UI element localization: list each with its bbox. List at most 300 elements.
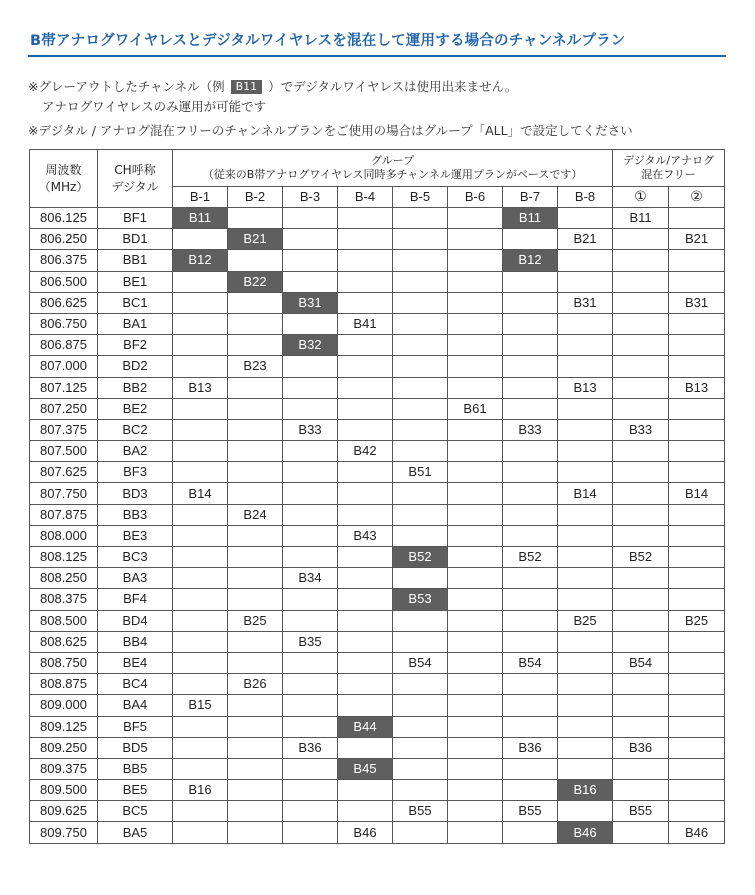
cell-frequency: 807.375 bbox=[30, 419, 98, 440]
cell-group-channel: B52 bbox=[393, 547, 448, 568]
cell-group-channel bbox=[503, 462, 558, 483]
table-row bbox=[30, 292, 725, 313]
cell-frequency: 808.000 bbox=[30, 525, 98, 546]
cell-group-channel bbox=[448, 610, 503, 631]
cell-group-channel bbox=[173, 462, 228, 483]
cell-ch-name: BD5 bbox=[98, 737, 173, 758]
cell-group-channel bbox=[503, 398, 558, 419]
cell-group-channel bbox=[393, 525, 448, 546]
cell-mix-channel bbox=[669, 716, 725, 737]
cell-group-channel bbox=[448, 674, 503, 695]
cell-group-channel bbox=[173, 292, 228, 313]
cell-mix-channel bbox=[613, 674, 669, 695]
cell-group-channel bbox=[283, 822, 338, 843]
cell-group-channel bbox=[448, 462, 503, 483]
cell-group-channel bbox=[283, 377, 338, 398]
header-mix-1: ① bbox=[613, 187, 669, 208]
cell-group-channel bbox=[228, 335, 283, 356]
cell-group-channel bbox=[173, 271, 228, 292]
cell-group-channel bbox=[448, 419, 503, 440]
cell-group-channel bbox=[448, 441, 503, 462]
cell-group-channel bbox=[558, 398, 613, 419]
cell-mix-channel bbox=[669, 313, 725, 334]
cell-group-channel bbox=[228, 441, 283, 462]
header-group-b-4: B-4 bbox=[338, 187, 393, 208]
cell-ch-name: BA4 bbox=[98, 695, 173, 716]
cell-frequency: 807.875 bbox=[30, 504, 98, 525]
cell-mix-channel: B14 bbox=[669, 483, 725, 504]
cell-group-channel bbox=[503, 822, 558, 843]
cell-mix-channel: B52 bbox=[613, 547, 669, 568]
cell-mix-channel bbox=[613, 780, 669, 801]
cell-group-channel bbox=[283, 271, 338, 292]
header-group-label: グループ bbox=[370, 154, 415, 167]
cell-mix-channel: B54 bbox=[613, 652, 669, 673]
cell-ch-name: BC3 bbox=[98, 547, 173, 568]
gray-sample-badge: B11 bbox=[231, 80, 263, 94]
cell-group-channel bbox=[448, 208, 503, 229]
cell-frequency: 809.500 bbox=[30, 780, 98, 801]
header-group-b-6: B-6 bbox=[448, 187, 503, 208]
cell-group-channel bbox=[338, 652, 393, 673]
cell-group-channel bbox=[503, 695, 558, 716]
cell-group-channel: B16 bbox=[173, 780, 228, 801]
cell-group-channel bbox=[448, 801, 503, 822]
cell-ch-name: BA3 bbox=[98, 568, 173, 589]
cell-group-channel bbox=[173, 504, 228, 525]
cell-group-channel bbox=[173, 674, 228, 695]
cell-group-channel bbox=[283, 610, 338, 631]
cell-group-channel bbox=[173, 356, 228, 377]
cell-ch-name: BB3 bbox=[98, 504, 173, 525]
cell-frequency: 809.750 bbox=[30, 822, 98, 843]
table-header-row-1 bbox=[30, 150, 725, 187]
cell-group-channel bbox=[338, 398, 393, 419]
cell-frequency: 806.125 bbox=[30, 208, 98, 229]
cell-mix-channel bbox=[613, 271, 669, 292]
cell-group-channel: B13 bbox=[173, 377, 228, 398]
cell-group-channel bbox=[448, 758, 503, 779]
cell-group-channel bbox=[393, 610, 448, 631]
cell-frequency: 808.750 bbox=[30, 652, 98, 673]
cell-ch-name: BE3 bbox=[98, 525, 173, 546]
cell-group-channel: B33 bbox=[503, 419, 558, 440]
cell-group-channel bbox=[393, 737, 448, 758]
cell-group-channel bbox=[503, 356, 558, 377]
table-row bbox=[30, 568, 725, 589]
cell-group-channel bbox=[558, 737, 613, 758]
cell-mix-channel: B46 bbox=[669, 822, 725, 843]
cell-group-channel bbox=[393, 356, 448, 377]
cell-group-channel: B23 bbox=[228, 356, 283, 377]
cell-mix-channel bbox=[613, 610, 669, 631]
header-group-b-2: B-2 bbox=[228, 187, 283, 208]
cell-group-channel: B12 bbox=[173, 250, 228, 271]
cell-frequency: 808.125 bbox=[30, 547, 98, 568]
cell-group-channel bbox=[558, 801, 613, 822]
cell-frequency: 807.625 bbox=[30, 462, 98, 483]
cell-ch-name: BF1 bbox=[98, 208, 173, 229]
cell-group-channel bbox=[558, 716, 613, 737]
header-mix-free bbox=[613, 150, 725, 187]
cell-group-channel bbox=[393, 271, 448, 292]
table-row bbox=[30, 695, 725, 716]
cell-group-channel bbox=[448, 695, 503, 716]
cell-group-channel bbox=[558, 631, 613, 652]
cell-mix-channel bbox=[669, 419, 725, 440]
cell-group-channel bbox=[283, 525, 338, 546]
cell-group-channel: B15 bbox=[173, 695, 228, 716]
header-ch-label: CH呼称 bbox=[114, 162, 156, 177]
cell-group-channel bbox=[228, 568, 283, 589]
cell-group-channel bbox=[558, 695, 613, 716]
cell-group-channel bbox=[283, 547, 338, 568]
cell-mix-channel bbox=[669, 737, 725, 758]
cell-group-channel bbox=[393, 313, 448, 334]
cell-mix-channel: B11 bbox=[613, 208, 669, 229]
cell-frequency: 809.250 bbox=[30, 737, 98, 758]
cell-frequency: 806.375 bbox=[30, 250, 98, 271]
channel-plan-table bbox=[29, 149, 725, 844]
cell-frequency: 808.875 bbox=[30, 674, 98, 695]
cell-ch-name: BC2 bbox=[98, 419, 173, 440]
cell-group-channel bbox=[503, 758, 558, 779]
cell-group-channel bbox=[448, 313, 503, 334]
page-title: B帯アナログワイヤレスとデジタルワイヤレスを混在して運用する場合のチャンネルプラン bbox=[30, 33, 626, 49]
cell-mix-channel: B13 bbox=[669, 377, 725, 398]
cell-group-channel bbox=[283, 462, 338, 483]
cell-group-channel bbox=[393, 250, 448, 271]
table-row bbox=[30, 313, 725, 334]
cell-group-channel bbox=[503, 313, 558, 334]
cell-group-channel bbox=[173, 568, 228, 589]
cell-group-channel: B26 bbox=[228, 674, 283, 695]
table-row bbox=[30, 335, 725, 356]
cell-group-channel bbox=[173, 716, 228, 737]
table-row bbox=[30, 377, 725, 398]
cell-group-channel bbox=[283, 801, 338, 822]
cell-group-channel bbox=[448, 292, 503, 313]
cell-group-channel bbox=[448, 271, 503, 292]
cell-ch-name: BC5 bbox=[98, 801, 173, 822]
cell-group-channel bbox=[338, 250, 393, 271]
cell-group-channel bbox=[448, 335, 503, 356]
cell-group-channel bbox=[338, 674, 393, 695]
cell-group-channel bbox=[338, 483, 393, 504]
table-row bbox=[30, 737, 725, 758]
cell-mix-channel bbox=[669, 589, 725, 610]
cell-group-channel bbox=[393, 419, 448, 440]
cell-group-channel bbox=[173, 610, 228, 631]
cell-ch-name: BD4 bbox=[98, 610, 173, 631]
header-ch-name bbox=[98, 150, 173, 208]
cell-group-channel bbox=[338, 356, 393, 377]
cell-group-channel bbox=[448, 547, 503, 568]
cell-group-channel bbox=[448, 250, 503, 271]
cell-group-channel bbox=[338, 610, 393, 631]
cell-group-channel bbox=[558, 356, 613, 377]
cell-mix-channel bbox=[613, 292, 669, 313]
cell-group-channel bbox=[558, 313, 613, 334]
cell-mix-channel bbox=[669, 801, 725, 822]
cell-group-channel: B36 bbox=[283, 737, 338, 758]
cell-group-channel bbox=[228, 695, 283, 716]
cell-group-channel bbox=[228, 547, 283, 568]
cell-group-channel bbox=[228, 652, 283, 673]
cell-mix-channel bbox=[613, 822, 669, 843]
header-group-note: （従来のB帯アナログワイヤレス同時多チャンネル運用プランがベースです） bbox=[202, 168, 583, 181]
cell-group-channel bbox=[283, 695, 338, 716]
cell-group-channel bbox=[393, 504, 448, 525]
cell-group-channel bbox=[448, 229, 503, 250]
table-row bbox=[30, 504, 725, 525]
cell-frequency: 806.250 bbox=[30, 229, 98, 250]
cell-mix-channel bbox=[669, 525, 725, 546]
note-grayout bbox=[28, 77, 517, 95]
header-mix-label: デジタル/アナログ bbox=[623, 154, 715, 167]
table-row bbox=[30, 462, 725, 483]
cell-frequency: 806.875 bbox=[30, 335, 98, 356]
cell-group-channel bbox=[503, 441, 558, 462]
cell-mix-channel bbox=[669, 674, 725, 695]
cell-group-channel bbox=[228, 822, 283, 843]
cell-group-channel bbox=[338, 589, 393, 610]
cell-group-channel bbox=[448, 589, 503, 610]
cell-group-channel bbox=[393, 398, 448, 419]
cell-group-channel bbox=[393, 695, 448, 716]
cell-group-channel bbox=[393, 758, 448, 779]
table-row bbox=[30, 525, 725, 546]
cell-ch-name: BE4 bbox=[98, 652, 173, 673]
cell-group-channel: B22 bbox=[228, 271, 283, 292]
cell-ch-name: BE1 bbox=[98, 271, 173, 292]
cell-group-channel: B41 bbox=[338, 313, 393, 334]
cell-mix-channel bbox=[669, 356, 725, 377]
cell-group-channel bbox=[393, 780, 448, 801]
cell-group-channel bbox=[393, 229, 448, 250]
cell-mix-channel bbox=[669, 568, 725, 589]
cell-group-channel: B31 bbox=[558, 292, 613, 313]
cell-group-channel: B46 bbox=[338, 822, 393, 843]
cell-group-channel bbox=[448, 822, 503, 843]
cell-group-channel bbox=[558, 589, 613, 610]
cell-group-channel: B13 bbox=[558, 377, 613, 398]
cell-mix-channel bbox=[613, 335, 669, 356]
cell-ch-name: BD1 bbox=[98, 229, 173, 250]
cell-ch-name: BB2 bbox=[98, 377, 173, 398]
table-row bbox=[30, 631, 725, 652]
table-row bbox=[30, 822, 725, 843]
cell-ch-name: BC4 bbox=[98, 674, 173, 695]
cell-frequency: 806.625 bbox=[30, 292, 98, 313]
cell-ch-name: BF5 bbox=[98, 716, 173, 737]
cell-group-channel bbox=[393, 568, 448, 589]
cell-group-channel bbox=[393, 335, 448, 356]
cell-ch-name: BD3 bbox=[98, 483, 173, 504]
table-row bbox=[30, 674, 725, 695]
cell-group-channel bbox=[503, 525, 558, 546]
table-row bbox=[30, 271, 725, 292]
cell-group-channel bbox=[283, 589, 338, 610]
cell-mix-channel bbox=[613, 356, 669, 377]
cell-group-channel: B16 bbox=[558, 780, 613, 801]
cell-group-channel bbox=[503, 271, 558, 292]
cell-group-channel bbox=[503, 504, 558, 525]
cell-group-channel bbox=[173, 737, 228, 758]
cell-group-channel: B21 bbox=[228, 229, 283, 250]
cell-group-channel bbox=[393, 292, 448, 313]
cell-group-channel bbox=[448, 377, 503, 398]
cell-group-channel bbox=[448, 631, 503, 652]
cell-group-channel bbox=[283, 229, 338, 250]
table-row bbox=[30, 356, 725, 377]
cell-group-channel bbox=[228, 801, 283, 822]
cell-group-channel: B33 bbox=[283, 419, 338, 440]
cell-mix-channel: B55 bbox=[613, 801, 669, 822]
cell-group-channel bbox=[558, 758, 613, 779]
cell-group-channel bbox=[173, 441, 228, 462]
cell-group-channel bbox=[558, 674, 613, 695]
cell-group-channel bbox=[228, 483, 283, 504]
cell-group-channel bbox=[338, 292, 393, 313]
cell-group-channel bbox=[173, 229, 228, 250]
table-row bbox=[30, 483, 725, 504]
cell-group-channel bbox=[283, 483, 338, 504]
cell-group-channel bbox=[283, 504, 338, 525]
note-analog-only: アナログワイヤレスのみ運用が可能です bbox=[42, 99, 267, 114]
cell-group-channel bbox=[173, 398, 228, 419]
table-row bbox=[30, 758, 725, 779]
cell-group-channel bbox=[173, 525, 228, 546]
cell-mix-channel: B33 bbox=[613, 419, 669, 440]
cell-group-channel bbox=[448, 356, 503, 377]
header-frequency bbox=[30, 150, 98, 208]
cell-frequency: 809.375 bbox=[30, 758, 98, 779]
cell-group-channel bbox=[283, 250, 338, 271]
cell-mix-channel bbox=[613, 441, 669, 462]
cell-ch-name: BA2 bbox=[98, 441, 173, 462]
cell-group-channel bbox=[503, 780, 558, 801]
cell-group-channel bbox=[173, 419, 228, 440]
cell-group-channel bbox=[503, 229, 558, 250]
cell-group-channel: B25 bbox=[228, 610, 283, 631]
cell-mix-channel bbox=[669, 208, 725, 229]
cell-group-channel: B25 bbox=[558, 610, 613, 631]
table-row bbox=[30, 419, 725, 440]
cell-mix-channel bbox=[613, 758, 669, 779]
cell-group-channel bbox=[283, 780, 338, 801]
cell-group-channel bbox=[503, 483, 558, 504]
table-row bbox=[30, 398, 725, 419]
cell-group-channel bbox=[228, 250, 283, 271]
cell-group-channel bbox=[503, 377, 558, 398]
cell-group-channel bbox=[448, 737, 503, 758]
cell-group-channel bbox=[558, 525, 613, 546]
cell-group-channel bbox=[558, 335, 613, 356]
cell-mix-channel bbox=[613, 504, 669, 525]
cell-mix-channel bbox=[669, 758, 725, 779]
cell-mix-channel bbox=[613, 483, 669, 504]
cell-group-channel bbox=[503, 610, 558, 631]
cell-group-channel: B51 bbox=[393, 462, 448, 483]
cell-group-channel bbox=[228, 377, 283, 398]
cell-frequency: 807.125 bbox=[30, 377, 98, 398]
cell-group-channel: B36 bbox=[503, 737, 558, 758]
cell-ch-name: BF2 bbox=[98, 335, 173, 356]
cell-mix-channel bbox=[669, 441, 725, 462]
cell-group-channel: B11 bbox=[503, 208, 558, 229]
cell-mix-channel bbox=[669, 271, 725, 292]
header-group-b-7: B-7 bbox=[503, 187, 558, 208]
cell-group-channel bbox=[338, 419, 393, 440]
cell-mix-channel bbox=[669, 547, 725, 568]
table-row bbox=[30, 208, 725, 229]
cell-group-channel: B61 bbox=[448, 398, 503, 419]
cell-mix-channel bbox=[669, 462, 725, 483]
cell-frequency: 807.750 bbox=[30, 483, 98, 504]
cell-group-channel bbox=[503, 674, 558, 695]
cell-ch-name: BF3 bbox=[98, 462, 173, 483]
header-frequency-label: 周波数 bbox=[45, 162, 82, 177]
cell-group-channel: B31 bbox=[283, 292, 338, 313]
cell-mix-channel bbox=[613, 462, 669, 483]
cell-group-channel bbox=[173, 313, 228, 334]
cell-group-channel: B42 bbox=[338, 441, 393, 462]
table-row bbox=[30, 652, 725, 673]
header-mix-2: ② bbox=[669, 187, 725, 208]
cell-group-channel bbox=[558, 652, 613, 673]
cell-group-channel bbox=[338, 547, 393, 568]
cell-group-channel bbox=[558, 441, 613, 462]
cell-group-channel: B34 bbox=[283, 568, 338, 589]
cell-group-channel bbox=[338, 780, 393, 801]
cell-mix-channel bbox=[669, 250, 725, 271]
cell-mix-channel: B31 bbox=[669, 292, 725, 313]
cell-group-channel bbox=[558, 547, 613, 568]
cell-mix-channel: B36 bbox=[613, 737, 669, 758]
cell-group-channel bbox=[228, 313, 283, 334]
cell-frequency: 809.625 bbox=[30, 801, 98, 822]
cell-group-channel bbox=[228, 525, 283, 546]
table-row bbox=[30, 229, 725, 250]
cell-group-channel bbox=[283, 313, 338, 334]
cell-group-channel bbox=[283, 652, 338, 673]
cell-group-channel: B54 bbox=[393, 652, 448, 673]
cell-group-channel bbox=[338, 631, 393, 652]
cell-group-channel bbox=[173, 589, 228, 610]
cell-group-channel bbox=[338, 462, 393, 483]
cell-group-channel bbox=[173, 631, 228, 652]
note-mix-free: ※デジタル / アナログ混在フリーのチャンネルプランをご使用の場合はグループ「ALL」で設定してください bbox=[28, 123, 633, 138]
cell-ch-name: BD2 bbox=[98, 356, 173, 377]
cell-group-channel bbox=[173, 801, 228, 822]
cell-frequency: 809.000 bbox=[30, 695, 98, 716]
header-group-b-1: B-1 bbox=[173, 187, 228, 208]
cell-group-channel bbox=[283, 758, 338, 779]
cell-frequency: 809.125 bbox=[30, 716, 98, 737]
cell-mix-channel bbox=[613, 695, 669, 716]
cell-mix-channel bbox=[613, 568, 669, 589]
cell-frequency: 808.250 bbox=[30, 568, 98, 589]
cell-ch-name: BF4 bbox=[98, 589, 173, 610]
cell-group-channel bbox=[503, 292, 558, 313]
cell-frequency: 808.500 bbox=[30, 610, 98, 631]
cell-group-channel bbox=[503, 335, 558, 356]
table-row bbox=[30, 610, 725, 631]
cell-group-channel bbox=[228, 398, 283, 419]
cell-mix-channel bbox=[669, 335, 725, 356]
cell-mix-channel bbox=[613, 589, 669, 610]
